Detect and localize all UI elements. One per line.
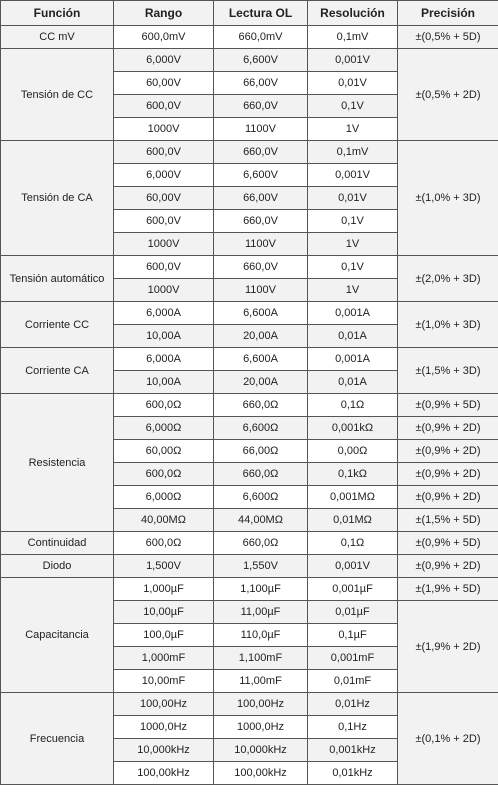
accuracy-cell: ±(2,0% + 3D) [398,256,498,302]
range-cell: 600,0V [114,95,214,118]
range-cell: 600,0V [114,141,214,164]
function-cell: Frecuencia [1,693,114,785]
range-cell: 600,0V [114,210,214,233]
ol-reading-cell: 660,0Ω [214,394,308,417]
header-resolution: Resolución [308,1,398,26]
range-cell: 10,00mF [114,670,214,693]
ol-reading-cell: 1000,0Hz [214,716,308,739]
header-function: Función [1,1,114,26]
range-cell: 6,000V [114,164,214,187]
accuracy-cell: ±(0,1% + 2D) [398,693,498,785]
range-cell: 1000V [114,118,214,141]
range-cell: 600,0Ω [114,532,214,555]
ol-reading-cell: 66,00Ω [214,440,308,463]
ol-reading-cell: 1,100mF [214,647,308,670]
ol-reading-cell: 44,00MΩ [214,509,308,532]
table-row [1,49,498,72]
resolution-cell: 0,001A [308,302,398,325]
resolution-cell: 0,001mF [308,647,398,670]
function-cell: Tensión de CC [1,49,114,141]
range-cell: 6,000A [114,302,214,325]
resolution-cell: 1V [308,279,398,302]
ol-reading-cell: 1100V [214,233,308,256]
ol-reading-cell: 1,550V [214,555,308,578]
resolution-cell: 0,01µF [308,601,398,624]
range-cell: 60,00Ω [114,440,214,463]
range-cell: 600,0Ω [114,394,214,417]
table-row [1,394,498,417]
resolution-cell: 0,1µF [308,624,398,647]
range-cell: 1,500V [114,555,214,578]
range-cell: 100,0µF [114,624,214,647]
ol-reading-cell: 6,600Ω [214,486,308,509]
ol-reading-cell: 660,0V [214,256,308,279]
range-cell: 600,0V [114,256,214,279]
accuracy-cell: ±(1,5% + 5D) [398,509,498,532]
range-cell: 10,00A [114,371,214,394]
ol-reading-cell: 110,0µF [214,624,308,647]
resolution-cell: 0,01A [308,371,398,394]
accuracy-cell: ±(0,9% + 5D) [398,394,498,417]
resolution-cell: 0,01kHz [308,762,398,785]
resolution-cell: 0,001V [308,164,398,187]
function-cell: Tensión automático [1,256,114,302]
range-cell: 6,000Ω [114,417,214,440]
range-cell: 10,00A [114,325,214,348]
range-cell: 1000,0Hz [114,716,214,739]
ol-reading-cell: 660,0mV [214,26,308,49]
accuracy-cell: ±(0,9% + 2D) [398,555,498,578]
header-ol-reading: Lectura OL [214,1,308,26]
range-cell: 40,00MΩ [114,509,214,532]
ol-reading-cell: 6,600A [214,348,308,371]
ol-reading-cell: 6,600Ω [214,417,308,440]
ol-reading-cell: 6,600V [214,49,308,72]
ol-reading-cell: 11,00µF [214,601,308,624]
range-cell: 600,0mV [114,26,214,49]
accuracy-cell: ±(1,9% + 5D) [398,578,498,601]
ol-reading-cell: 1100V [214,118,308,141]
resolution-cell: 0,001µF [308,578,398,601]
range-cell: 60,00V [114,72,214,95]
range-cell: 60,00V [114,187,214,210]
accuracy-cell: ±(0,5% + 2D) [398,49,498,141]
ol-reading-cell: 1,100µF [214,578,308,601]
ol-reading-cell: 6,600V [214,164,308,187]
range-cell: 1,000mF [114,647,214,670]
ol-reading-cell: 660,0V [214,95,308,118]
accuracy-cell: ±(0,9% + 2D) [398,440,498,463]
resolution-cell: 1V [308,233,398,256]
resolution-cell: 0,1Ω [308,394,398,417]
accuracy-cell: ±(0,9% + 2D) [398,486,498,509]
range-cell: 10,00µF [114,601,214,624]
header-range: Rango [114,1,214,26]
table-row [1,555,498,578]
resolution-cell: 0,01mF [308,670,398,693]
resolution-cell: 0,001kΩ [308,417,398,440]
accuracy-cell: ±(1,9% + 2D) [398,601,498,693]
range-cell: 600,0Ω [114,463,214,486]
resolution-cell: 0,01V [308,72,398,95]
resolution-cell: 0,01MΩ [308,509,398,532]
ol-reading-cell: 66,00V [214,72,308,95]
range-cell: 1000V [114,279,214,302]
ol-reading-cell: 66,00V [214,187,308,210]
accuracy-cell: ±(0,9% + 5D) [398,532,498,555]
ol-reading-cell: 100,00Hz [214,693,308,716]
table-header [1,1,498,26]
accuracy-cell: ±(1,0% + 3D) [398,141,498,256]
resolution-cell: 0,001V [308,555,398,578]
accuracy-cell: ±(1,0% + 3D) [398,302,498,348]
resolution-cell: 0,1V [308,210,398,233]
range-cell: 10,000kHz [114,739,214,762]
ol-reading-cell: 660,0Ω [214,463,308,486]
table-row [1,693,498,716]
table-row [1,302,498,325]
ol-reading-cell: 660,0V [214,141,308,164]
resolution-cell: 0,1Ω [308,532,398,555]
ol-reading-cell: 10,000kHz [214,739,308,762]
range-cell: 6,000V [114,49,214,72]
function-cell: Continuidad [1,532,114,555]
resolution-cell: 0,1mV [308,141,398,164]
resolution-cell: 0,1Hz [308,716,398,739]
accuracy-cell: ±(1,5% + 3D) [398,348,498,394]
table-row [1,26,498,49]
ol-reading-cell: 1100V [214,279,308,302]
ol-reading-cell: 100,00kHz [214,762,308,785]
resolution-cell: 1V [308,118,398,141]
header-row [1,1,498,26]
function-cell: CC mV [1,26,114,49]
resolution-cell: 0,01Hz [308,693,398,716]
function-cell: Corriente CC [1,302,114,348]
table-row [1,141,498,164]
resolution-cell: 0,001MΩ [308,486,398,509]
ol-reading-cell: 660,0Ω [214,532,308,555]
resolution-cell: 0,001kHz [308,739,398,762]
resolution-cell: 0,01V [308,187,398,210]
resolution-cell: 0,001V [308,49,398,72]
range-cell: 100,00kHz [114,762,214,785]
ol-reading-cell: 20,00A [214,371,308,394]
table-row [1,578,498,601]
function-cell: Tensión de CA [1,141,114,256]
ol-reading-cell: 660,0V [214,210,308,233]
resolution-cell: 0,00Ω [308,440,398,463]
table-row [1,256,498,279]
ol-reading-cell: 11,00mF [214,670,308,693]
table-row [1,532,498,555]
range-cell: 6,000A [114,348,214,371]
function-cell: Capacitancia [1,578,114,693]
ol-reading-cell: 6,600A [214,302,308,325]
range-cell: 1000V [114,233,214,256]
resolution-cell: 0,1V [308,95,398,118]
resolution-cell: 0,001A [308,348,398,371]
range-cell: 6,000Ω [114,486,214,509]
resolution-cell: 0,01A [308,325,398,348]
header-accuracy: Precisión [398,1,498,26]
range-cell: 100,00Hz [114,693,214,716]
function-cell: Corriente CA [1,348,114,394]
table-row [1,348,498,371]
accuracy-cell: ±(0,9% + 2D) [398,463,498,486]
range-cell: 1,000µF [114,578,214,601]
ol-reading-cell: 20,00A [214,325,308,348]
function-cell: Diodo [1,555,114,578]
accuracy-cell: ±(0,5% + 5D) [398,26,498,49]
function-cell: Resistencia [1,394,114,532]
resolution-cell: 0,1V [308,256,398,279]
resolution-cell: 0,1kΩ [308,463,398,486]
accuracy-cell: ±(0,9% + 2D) [398,417,498,440]
table-body [1,26,498,785]
resolution-cell: 0,1mV [308,26,398,49]
